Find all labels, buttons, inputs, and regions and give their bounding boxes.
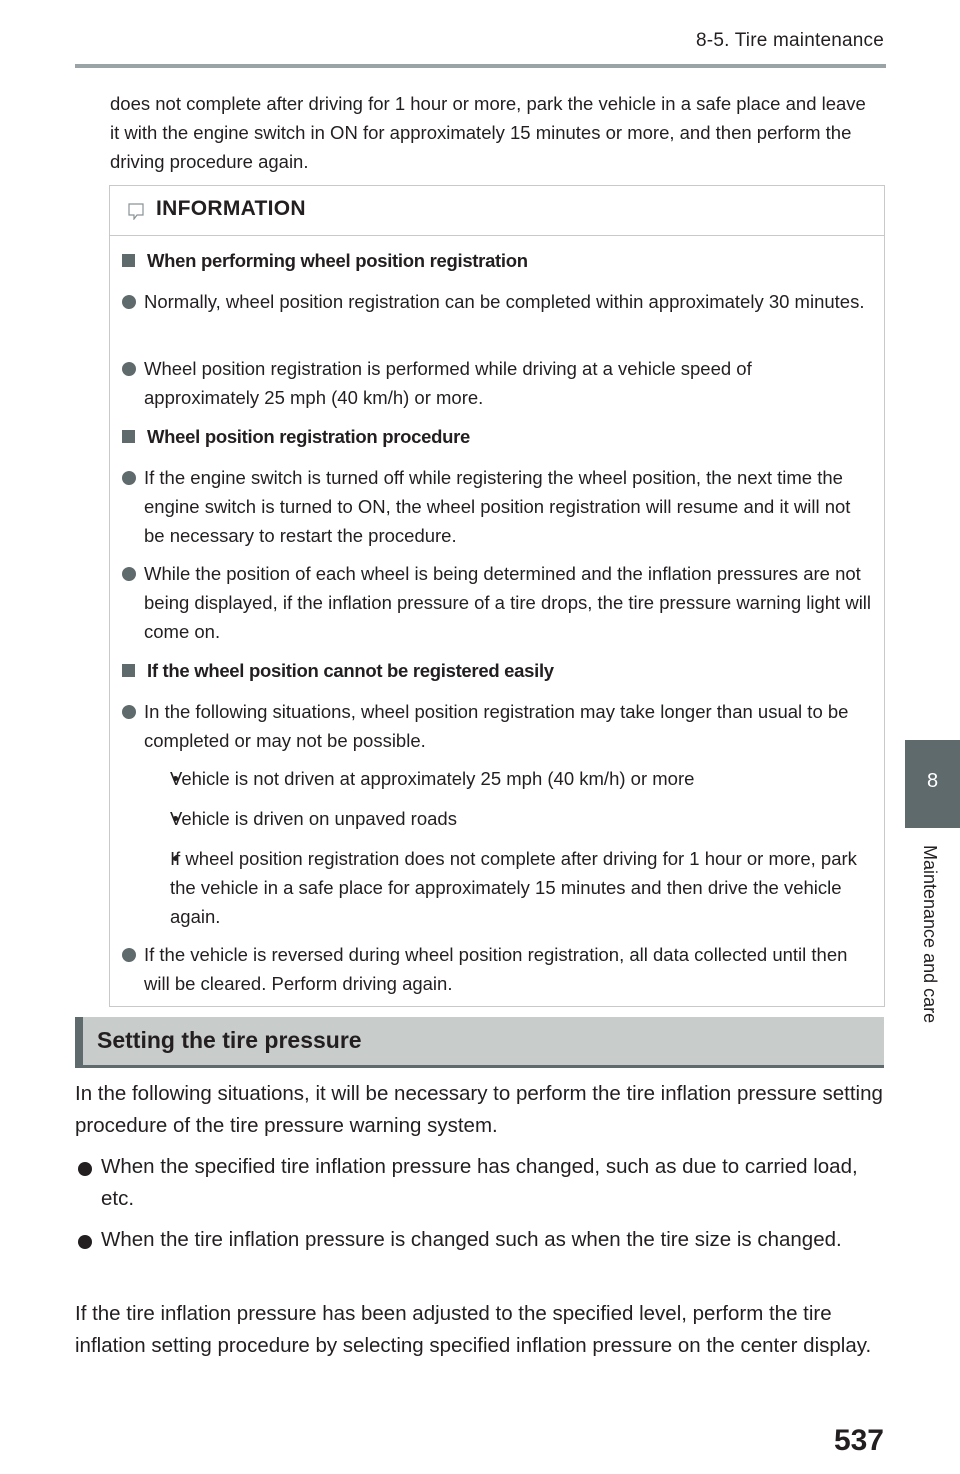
- chapter-tab[interactable]: [905, 740, 960, 828]
- round-bullet-icon: [122, 948, 136, 962]
- list-item-text: When the specified tire inflation pressure has changed, such as due to carried load, etc.: [101, 1155, 858, 1210]
- round-bullet-icon: [78, 1235, 92, 1249]
- information-header: [110, 186, 884, 236]
- intro-paragraph: does not complete after driving for 1 hour or more, park the vehicle in a safe place and leave it with the engine switch in ON for approximately 15 minutes or more, and then perform the driving procedure again.: [110, 93, 866, 172]
- square-bullet-icon: [122, 430, 135, 443]
- subsection-title: If the wheel position cannot be registered easily: [147, 660, 554, 681]
- page-number: 537: [833, 1424, 884, 1457]
- sub-list-item-text: Vehicle is driven on unpaved roads: [170, 808, 457, 829]
- body-paragraph: If the tire inflation pressure has been adjusted to the specified level, perform the tire inflation setting procedure by selecting specified inflation pressure on the center display.: [75, 1302, 872, 1357]
- section-title: Setting the tire pressure: [97, 1027, 362, 1053]
- chapter-label-text: Maintenance and care: [920, 845, 940, 1024]
- header-divider: [75, 64, 886, 68]
- round-bullet-icon: [78, 1162, 92, 1176]
- round-bullet-icon: [122, 471, 136, 485]
- round-bullet-icon: [122, 567, 136, 581]
- list-item-text: In the following situations, wheel position registration may take longer than usual to be completed or may not be possible.: [144, 701, 849, 751]
- round-bullet-icon: [122, 705, 136, 719]
- list-item-text: While the position of each wheel is being determined and the inflation pressures are not being displayed, if the inflation pressure of a tire drops, the tire pressure warning light will come on.: [144, 563, 872, 642]
- list-item-text: When the tire inflation pressure is changed such as when the tire size is changed.: [101, 1228, 842, 1251]
- body-paragraph: In the following situations, it will be necessary to perform the tire inflation pressure setting procedure of the tire pressure warning system.: [75, 1082, 883, 1137]
- square-bullet-icon: [122, 664, 135, 677]
- list-item-text: Normally, wheel position registration can be completed within approximately 30 minutes.: [144, 291, 865, 312]
- subsection-title: When performing wheel position registration: [147, 250, 528, 271]
- list-item-text: If the engine switch is turned off while registering the wheel position, the next time the engine switch is turned to ON, the wheel position registration will resume and it will not be necessary to restart the procedure.: [144, 467, 851, 546]
- information-title: INFORMATION: [156, 197, 306, 220]
- chapter-label: [916, 845, 946, 1035]
- sub-list-item-text: If wheel position registration does not complete after driving for 1 hour or more, park the vehicle in a safe place for approximately 15 minutes and then drive the vehicle again.: [170, 848, 857, 927]
- subsection-title: Wheel position registration procedure: [147, 426, 470, 447]
- sub-list-item-text: Vehicle is not driven at approximately 25 mph (40 km/h) or more: [170, 768, 695, 789]
- section-heading-bar: [75, 1017, 884, 1068]
- square-bullet-icon: [122, 254, 135, 267]
- round-bullet-icon: [122, 362, 136, 376]
- list-item-text: If the vehicle is reversed during wheel position registration, all data collected until then will be cleared. Perform driving again.: [144, 944, 848, 994]
- round-bullet-icon: [122, 295, 136, 309]
- chapter-number: 8: [926, 770, 939, 792]
- list-item-text: Wheel position registration is performed while driving at a vehicle speed of approximately 25 mph (40 km/h) or more.: [144, 358, 752, 408]
- information-box: [109, 185, 885, 1007]
- section-accent: [75, 1017, 83, 1065]
- header-section-title: 8-5. Tire maintenance: [696, 30, 884, 51]
- note-icon: [128, 203, 144, 220]
